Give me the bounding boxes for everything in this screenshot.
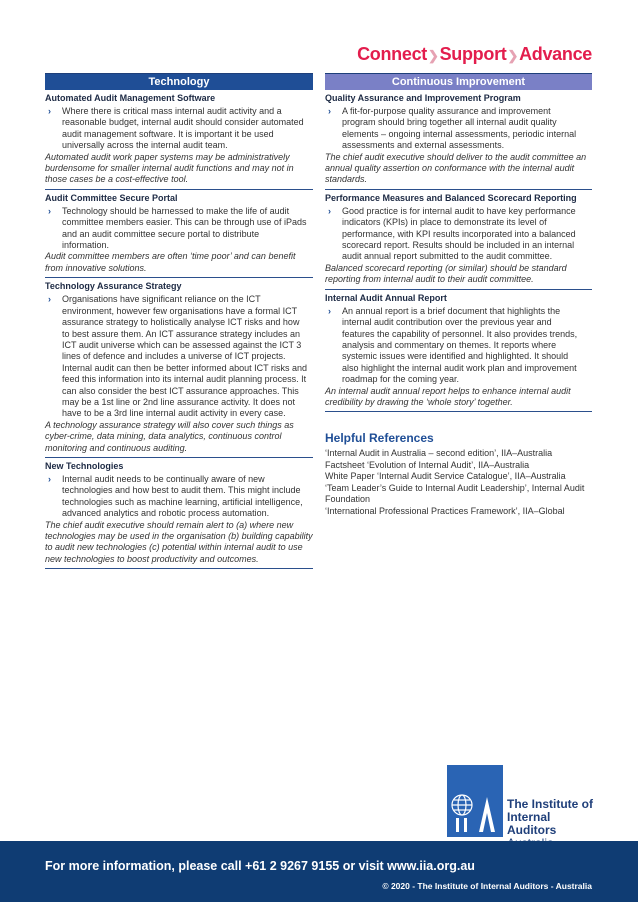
chevron-right-icon: ❯ — [427, 48, 439, 63]
bullet-item — [45, 106, 313, 152]
bullet-text: Where there is critical mass internal audit activity and a reasonable budget, internal audit should consider automated audit management software. It is important it be used universally across the internal audit team. — [62, 106, 304, 151]
section-automated-audit — [45, 90, 313, 190]
section-title: Internal Audit Annual Report — [325, 292, 447, 303]
chevron-bullet-icon: › — [48, 205, 51, 216]
section-title: Automated Audit Management Software — [45, 93, 216, 103]
logo-line-1: The Institute of — [507, 797, 593, 811]
section-technology-assurance — [45, 278, 313, 458]
reference-item: White Paper ‘Internal Audit Service Catalogue’, IIA–Australia — [325, 471, 566, 482]
helpful-references — [325, 431, 592, 518]
section-note: A technology assurance strategy will also cover such things as cyber-crime, data mining, data analytics, continuous control monitoring and continuous auditing. — [45, 419, 294, 453]
section-title: Quality Assurance and Improvement Program — [325, 93, 521, 103]
tagline-support: Support — [439, 44, 507, 64]
section-performance-measures — [325, 190, 592, 290]
reference-item: ‘International Professional Practices Framework’, IIA–Global — [325, 505, 565, 516]
tagline — [357, 44, 592, 65]
bullet-text: A fit-for-purpose quality assurance and improvement program should bring together all internal audit quality elements – ongoing internal assessments, periodic internal assessments and external assessments. — [342, 106, 577, 151]
continuous-improvement-header: Continuous Improvement — [325, 73, 592, 90]
section-title: New Technologies — [45, 460, 124, 471]
logo-mark — [447, 765, 503, 837]
bullet-text: Good practice is for internal audit to have key performance indicators (KPIs) in place to demonstrate its level of performance, with KPI results incorporated into a balanced scorecard report. Results should be included in an internal audit annual report submitted to the audit committee. — [342, 205, 576, 262]
section-audit-committee-portal — [45, 190, 313, 278]
tagline-advance: Advance — [519, 44, 592, 64]
footer — [0, 841, 638, 902]
tagline-connect: Connect — [357, 44, 427, 64]
chevron-bullet-icon: › — [48, 473, 51, 484]
copyright: © 2020 - The Institute of Internal Auditors - Australia — [382, 881, 592, 891]
continuous-improvement-column — [325, 73, 592, 412]
bullet-text: An annual report is a brief document that highlights the internal audit contribution over the previous year and features the capability of personnel. It also provides trends, analysis and commentary on themes. It reports where systemic issues were identified and highlighted. It should also highlight the internal audit work plan and improvement roadmap for the coming year. — [342, 305, 578, 385]
references-title: Helpful References — [325, 431, 434, 445]
chevron-bullet-icon: › — [328, 205, 331, 216]
bullet-text: Internal audit needs to be continually aware of new technologies and how best to audit them. This might include technologies such as machine learning, artificial intelligence, advanced analytics and robotic process automation. — [62, 473, 303, 519]
section-annual-report — [325, 290, 592, 413]
section-note: An internal audit annual report helps to enhance internal audit credibility by drawing the ‘whole story’ together. — [325, 385, 571, 407]
iia-australia-logo — [447, 765, 599, 837]
bullet-text: Organisations have significant reliance on the ICT environment, however few organisations have a formal ICT assurance strategy to holistically analyse ICT risks and how to best assure them. An ICT assurance strategy includes an ICT audit universe which can be assessed against the ICT 3 lines of defence and includes a universe of ICT projects. Internal audit can then be better informed about ICT risks and feed this information into its internal audit planning process. It can also consider the best ICT assurance approaches. This may be a 1st line or 2nd line assurance activity. It does not have to be a 3rd line internal audit activity in every case. — [62, 294, 307, 419]
chevron-bullet-icon: › — [328, 106, 331, 116]
section-note: The chief audit executive should deliver to the audit committee an annual quality assertion on conformance with the internal audit standards. — [325, 151, 587, 185]
bullet-item — [325, 106, 592, 152]
section-new-technologies — [45, 458, 313, 569]
reference-item: ‘Team Leader’s Guide to Internal Audit Leadership’, Internal Audit Foundation — [325, 482, 585, 505]
section-title: Audit Committee Secure Portal — [45, 192, 178, 203]
technology-header: Technology — [45, 73, 313, 90]
reference-item: ‘Internal Audit in Australia – second edition’, IIA–Australia — [325, 448, 553, 458]
section-title: Performance Measures and Balanced Scorecard Reporting — [325, 192, 577, 203]
section-quality-assurance — [325, 90, 592, 190]
bullet-item — [45, 294, 313, 419]
logo-line-2: Internal Auditors — [507, 810, 557, 837]
bullet-item — [45, 206, 313, 252]
section-note: Audit committee members are often ‘time poor’ and can benefit from innovative solutions. — [45, 251, 296, 273]
chevron-right-icon: ❯ — [507, 48, 519, 63]
reference-item: Factsheet ‘Evolution of Internal Audit’, IIA–Australia — [325, 459, 530, 470]
bullet-item — [325, 306, 592, 386]
chevron-bullet-icon: › — [48, 294, 51, 305]
bullet-item — [325, 206, 592, 263]
technology-column — [45, 73, 313, 569]
section-note: Automated audit work paper systems may be administratively burdensome for smaller internal audit functions and may not in those cases be a cost-effective tool. — [45, 151, 294, 185]
chevron-bullet-icon: › — [48, 106, 51, 116]
section-note: The chief audit executive should remain alert to (a) where new technologies may be used in the organisation (b) building capability to audit new technologies (c) potential within internal audit to use new technologies to boost productivity and outcomes. — [45, 519, 313, 564]
chevron-bullet-icon: › — [328, 305, 331, 316]
contact-info: For more information, please call +61 2 9267 9155 or visit www.iia.org.au — [45, 859, 475, 873]
bullet-item — [45, 474, 313, 520]
globe-icon — [447, 765, 503, 837]
section-title: Technology Assurance Strategy — [45, 281, 182, 292]
bullet-text: Technology should be harnessed to make the life of audit committee members easier. This can be through use of iPads and an audit committee secure portal to distribute information. — [62, 205, 307, 251]
section-note: Balanced scorecard reporting (or similar) should be standard reporting from internal audit to their audit committee. — [325, 262, 567, 285]
